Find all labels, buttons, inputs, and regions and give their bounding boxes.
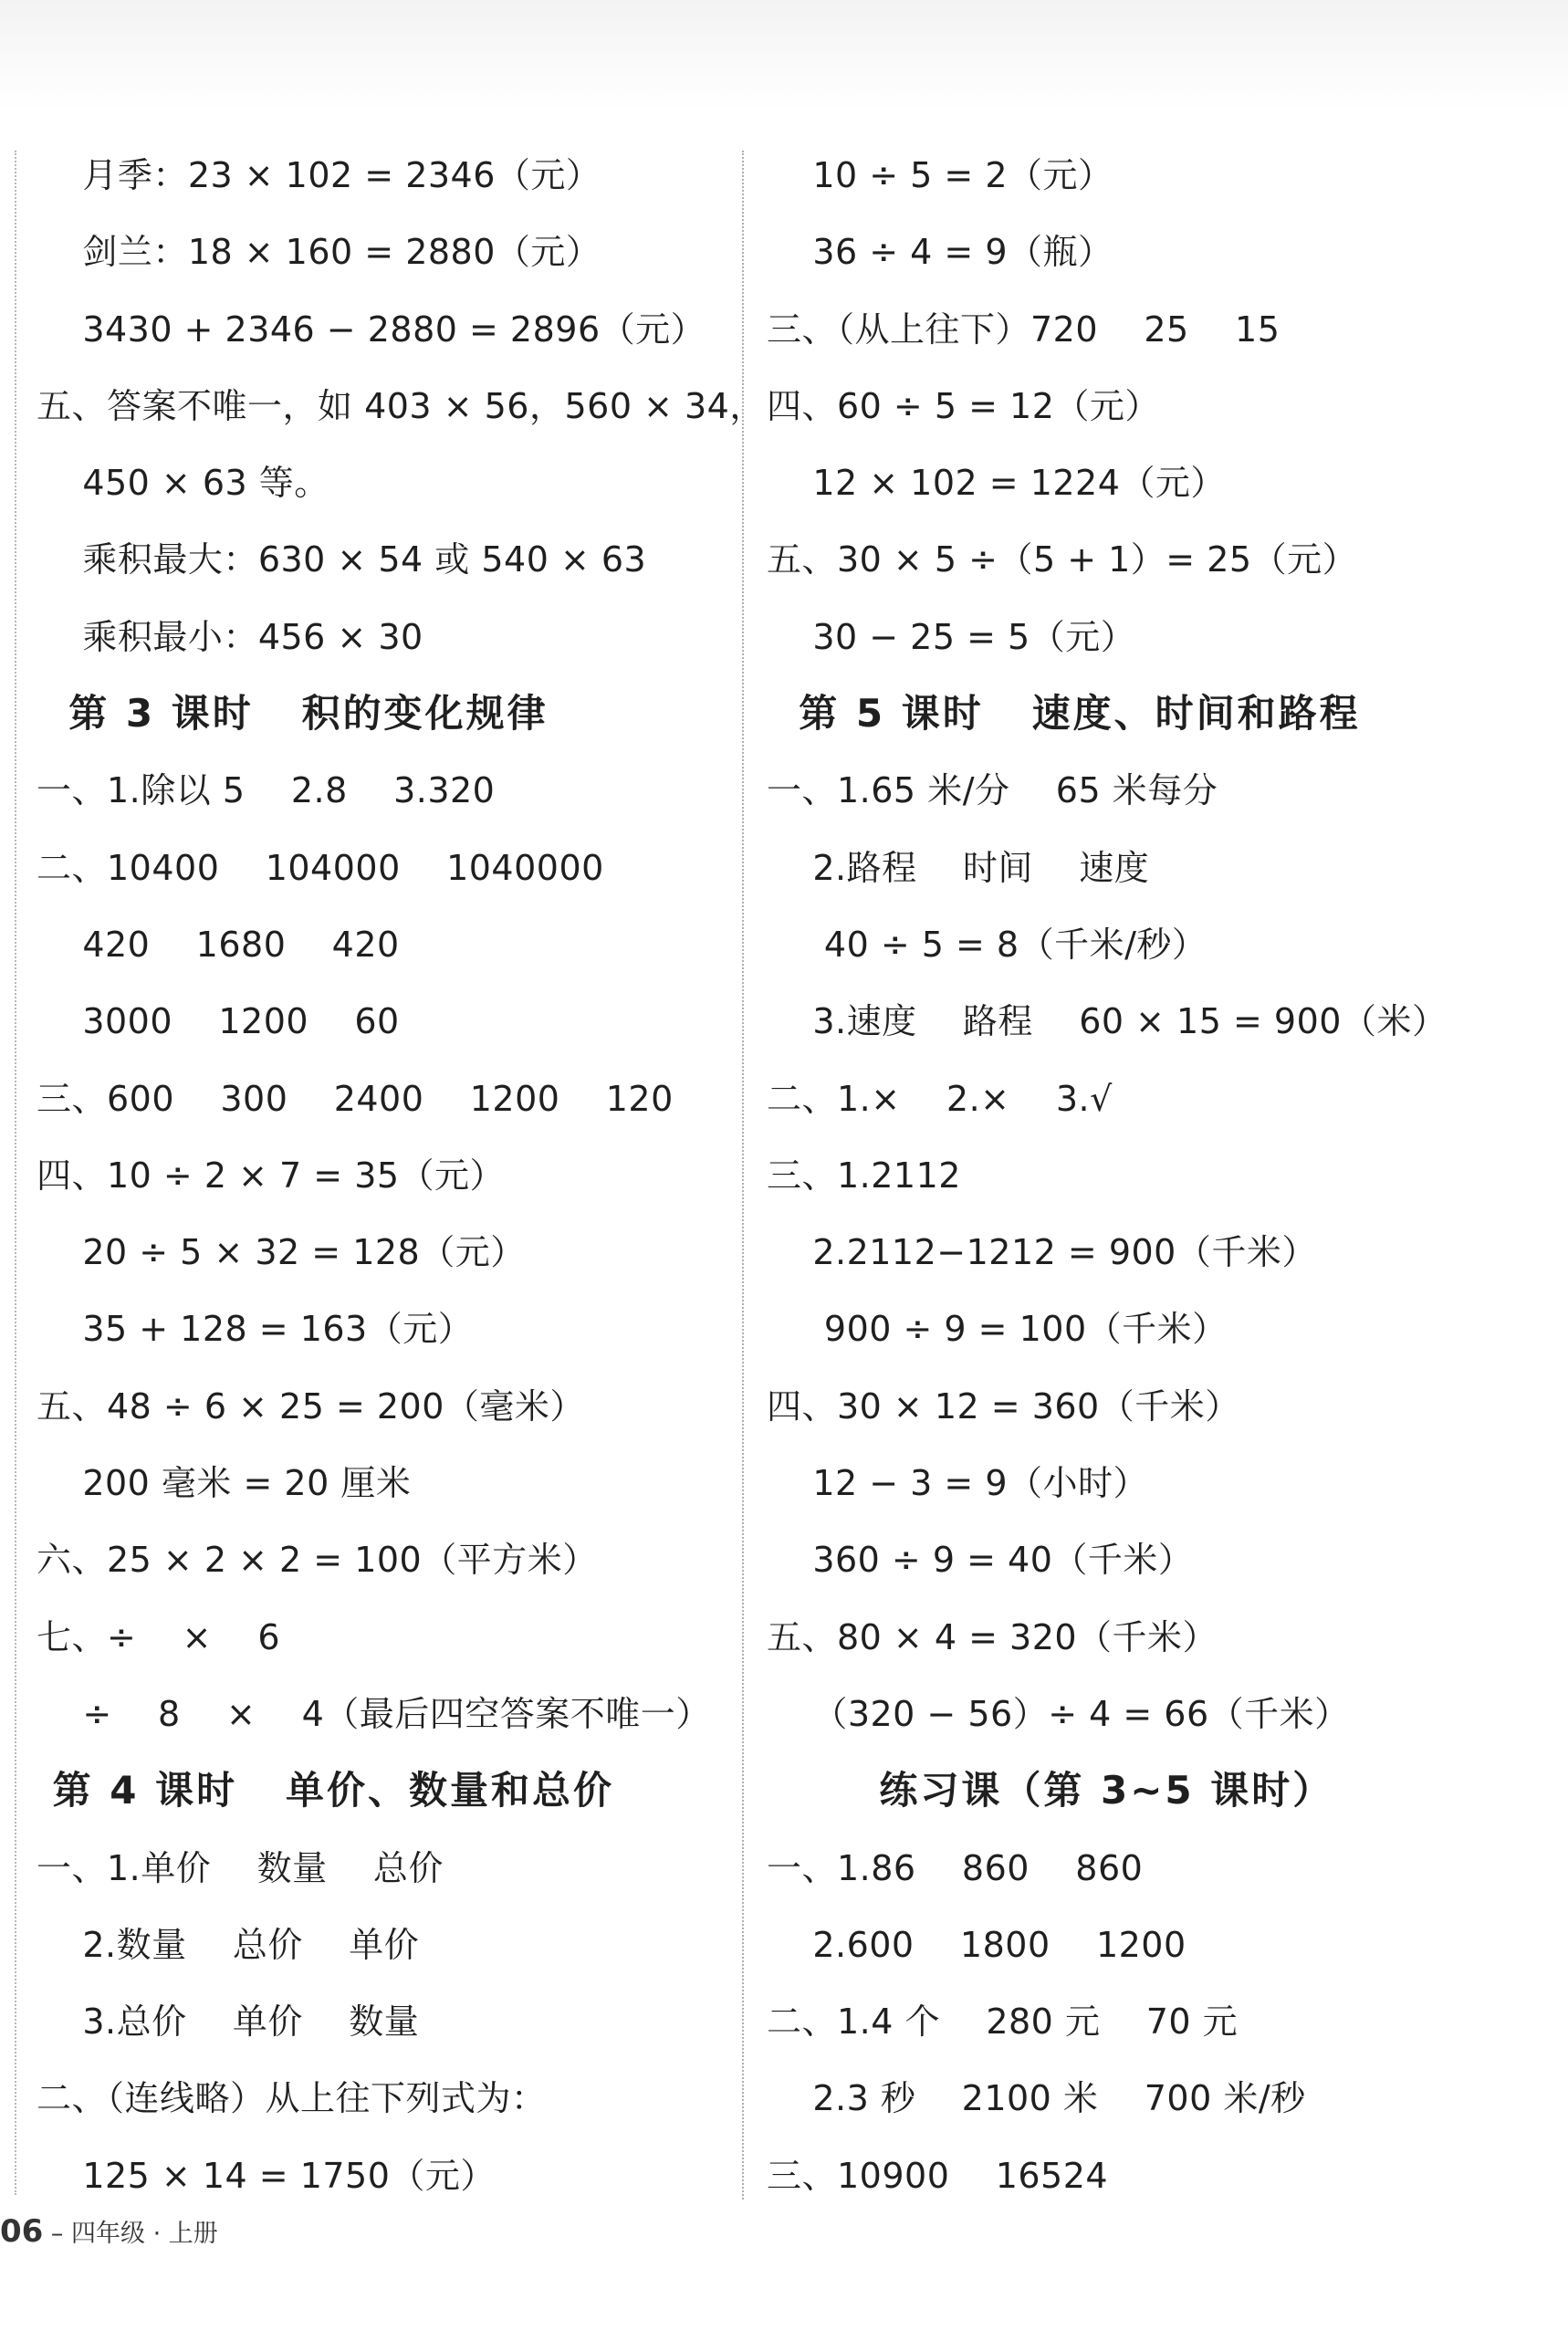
section-heading-practice: 练习课（第 3~5 课时）	[767, 1768, 1334, 1813]
answer-line: 二、1.4 个 280 元 70 元	[767, 2001, 1239, 2043]
answer-line: 360 ÷ 9 = 40（千米）	[767, 1540, 1194, 1581]
answer-line: 12 × 102 = 1224（元）	[767, 463, 1226, 504]
answer-line: 450 × 63 等。	[37, 463, 329, 504]
answer-line: 3430 + 2346 − 2880 = 2896（元）	[37, 308, 706, 350]
answer-line: 40 ÷ 5 = 8（千米/秒）	[767, 924, 1207, 965]
answer-line: 剑兰：18 × 160 = 2880（元）	[37, 232, 601, 273]
answer-line: 一、1.除以 5 2.8 3.320	[37, 770, 496, 811]
answer-line: 三、10900 16524	[767, 2155, 1109, 2196]
answer-line: 三、（从上往下）720 25 15	[767, 308, 1281, 350]
answer-line: 420 1680 420	[37, 924, 400, 965]
answer-line: 二、（连线略）从上往下列式为：	[37, 2078, 547, 2119]
answer-line: 三、600 300 2400 1200 120	[37, 1078, 674, 1119]
answer-line: 五、48 ÷ 6 × 25 = 200（毫米）	[37, 1385, 585, 1427]
section-heading-lesson-5: 第 5 课时 速度、时间和路程	[767, 691, 1361, 737]
page-top-shade	[0, 0, 1568, 110]
answer-line: 20 ÷ 5 × 32 = 128（元）	[37, 1232, 526, 1273]
section-heading-lesson-4: 第 4 课时 单价、数量和总价	[37, 1768, 614, 1813]
answer-line: 35 + 128 = 163（元）	[37, 1309, 474, 1350]
answer-line: 一、1.65 米/分 65 米每分	[767, 770, 1218, 811]
answer-line: 二、10400 104000 1040000	[37, 847, 604, 888]
answer-line: ÷ 8 × 4（最后四空答案不唯一）	[37, 1693, 711, 1734]
answer-line: 五、80 × 4 = 320（千米）	[767, 1616, 1218, 1657]
column-divider	[742, 151, 744, 2200]
answer-line: 2.3 秒 2100 米 700 米/秒	[767, 2078, 1306, 2119]
answer-line: 五、答案不唯一，如 403 × 56，560 × 34，	[37, 385, 765, 426]
answer-line: 2.数量 总价 单价	[37, 1924, 420, 1965]
answer-line: 三、1.2112	[767, 1155, 961, 1196]
answer-line: 月季：23 × 102 = 2346（元）	[37, 155, 601, 195]
answer-line: 200 毫米 = 20 厘米	[37, 1463, 412, 1504]
page-footer	[0, 2213, 218, 2250]
left-column	[37, 137, 765, 2214]
answer-line: 12 − 3 = 9（小时）	[767, 1463, 1149, 1504]
right-column	[767, 137, 1533, 2214]
answer-line: 六、25 × 2 × 2 = 100（平方米）	[37, 1540, 598, 1581]
answer-line: 四、30 × 12 = 360（千米）	[767, 1385, 1240, 1427]
page-number: 06	[0, 2213, 44, 2250]
answer-line: 10 ÷ 5 = 2（元）	[767, 155, 1113, 195]
answer-line: 2.600 1800 1200	[767, 1924, 1186, 1965]
answer-line: 36 ÷ 4 = 9（瓶）	[767, 232, 1113, 273]
answer-line: 2.2112−1212 = 900（千米）	[767, 1232, 1317, 1273]
answer-line: 一、1.单价 数量 总价	[37, 1847, 444, 1888]
answer-line: 2.路程 时间 速度	[767, 847, 1150, 888]
answer-line: 900 ÷ 9 = 100（千米）	[767, 1309, 1228, 1350]
answer-line: 乘积最小：456 × 30	[37, 616, 423, 657]
answer-line: 30 − 25 = 5（元）	[767, 616, 1136, 657]
answer-line: 四、10 ÷ 2 × 7 = 35（元）	[37, 1155, 506, 1196]
answer-line: 3.总价 单价 数量	[37, 2001, 420, 2043]
answer-line: 一、1.86 860 860	[767, 1847, 1144, 1888]
answer-line: 二、1.× 2.× 3.√	[767, 1078, 1113, 1119]
answer-line: 七、÷ × 6	[37, 1616, 280, 1657]
answer-line: 3.速度 路程 60 × 15 = 900（米）	[767, 1001, 1448, 1042]
answer-line: 四、60 ÷ 5 = 12（元）	[767, 385, 1160, 426]
binding-edge-line	[15, 151, 16, 2195]
answer-line: 125 × 14 = 1750（元）	[37, 2155, 496, 2196]
answer-line: （320 − 56）÷ 4 = 66（千米）	[767, 1693, 1350, 1734]
book-label: – 四年级 · 上册	[43, 2220, 218, 2248]
answer-line: 乘积最大：630 × 54 或 540 × 63	[37, 539, 647, 580]
answer-line: 五、30 × 5 ÷（5 + 1）= 25（元）	[767, 539, 1358, 580]
section-heading-lesson-3: 第 3 课时 积的变化规律	[37, 691, 549, 737]
answer-line: 3000 1200 60	[37, 1001, 400, 1042]
